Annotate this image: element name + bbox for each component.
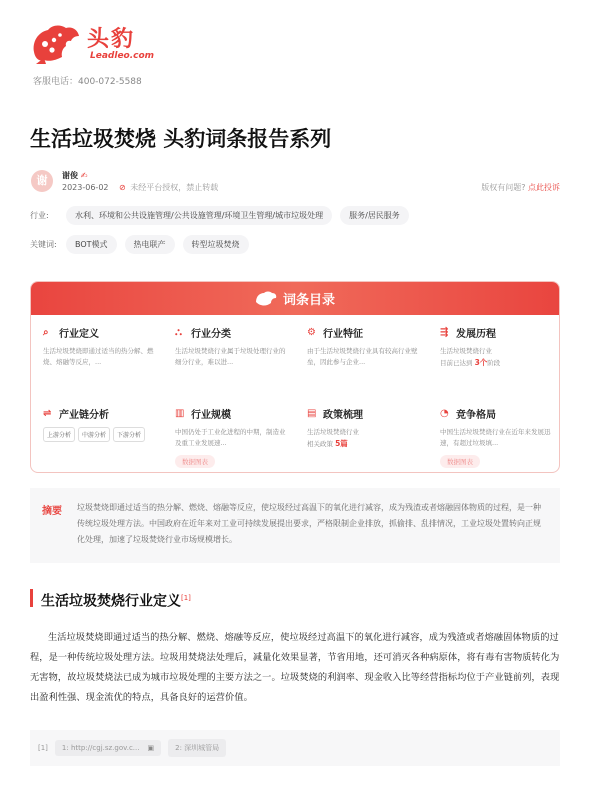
- policy-icon: ▤: [307, 408, 317, 419]
- summary-label: 摘要: [42, 506, 62, 517]
- publish-info: [62, 182, 218, 193]
- catalog-item-label: 竞争格局: [456, 410, 496, 421]
- chart-tag[interactable]: 数据图表: [175, 455, 215, 468]
- brand-name-en: Leadleo.com: [90, 51, 155, 61]
- catalog-panel: [30, 281, 560, 473]
- catalog-item-label: 行业分类: [191, 329, 231, 340]
- industry-row: [30, 206, 417, 225]
- brand-logo[interactable]: [30, 20, 155, 70]
- desc-suffix: 阶段: [487, 359, 501, 367]
- summary-box: [30, 488, 560, 563]
- desc-prefix: 生活垃圾焚烧行业: [307, 428, 359, 436]
- desc-highlight: 3个: [474, 358, 488, 367]
- catalog-item-label: 行业规模: [191, 410, 231, 421]
- brand-name-cn: 头豹: [87, 27, 136, 52]
- section-footnote[interactable]: [1]: [181, 594, 191, 602]
- features-icon: ⚙: [307, 327, 316, 338]
- copyright-report: [481, 182, 560, 193]
- classification-icon: ⛬: [175, 327, 182, 338]
- catalog-item-desc: 中国生活垃圾焚烧行业在近年来发展迅速，有超过垃圾填...: [440, 428, 551, 447]
- industry-tag[interactable]: 服务/居民服务: [340, 206, 409, 225]
- section-title: [30, 589, 191, 610]
- author-name-text: 谢俊: [62, 171, 78, 180]
- catalog-item-desc: [440, 346, 556, 369]
- catalog-item-title: [440, 406, 556, 421]
- reference-item[interactable]: [55, 740, 161, 756]
- catalog-item-scale[interactable]: [175, 406, 291, 468]
- keyword-row: [30, 235, 257, 254]
- catalog-item-label: 行业定义: [59, 329, 99, 340]
- leopard-icon: [255, 290, 277, 308]
- catalog-item-desc: [307, 427, 423, 450]
- catalog-item-title: [307, 325, 423, 340]
- desc-mid: 目前已达到: [440, 359, 473, 367]
- competition-icon: ◔: [440, 408, 449, 419]
- catalog-header: [31, 282, 559, 315]
- reference-item[interactable]: [168, 739, 226, 757]
- history-icon: ⇶: [440, 327, 449, 338]
- chain-tag[interactable]: 下游分析: [113, 427, 145, 442]
- catalog-item-policy[interactable]: [307, 406, 423, 450]
- keyword-tag[interactable]: 热电联产: [125, 235, 175, 254]
- catalog-item-label: 发展历程: [456, 329, 496, 340]
- author-badge-icon: ✍: [80, 171, 88, 180]
- image-icon: ▣: [147, 744, 155, 752]
- catalog-item-desc: 中国仍处于工业化进程的中期，制造业及重工业发展速...: [175, 428, 286, 447]
- catalog-item-competition[interactable]: [440, 406, 556, 468]
- catalog-item-title: [43, 406, 159, 421]
- forbidden-icon: ⊘: [119, 183, 126, 192]
- section-body: 生活垃圾焚烧即通过适当的热分解、燃烧、熔融等反应，使垃圾经过高温下的氧化进行减容，成为残渣或者熔融固体物质的过程，是一种传统垃圾处理方法。垃圾用焚烧法处理后，减量化效果显著，节省用地，还可消灭各种病原体，将有毒有害物质转化为无害物，故垃圾焚烧法已成为城市垃圾处理的主要方法之一。垃圾焚烧的利润率、现金收入比等经营指标均位于产业链前列，表现出盈利性强、现金流优的特点，具备良好的运营价值。: [30, 632, 560, 703]
- leopard-logo-icon: [30, 22, 82, 66]
- catalog-item-history[interactable]: [440, 325, 556, 369]
- scale-icon: ▥: [175, 408, 185, 419]
- catalog-item-title: [43, 325, 159, 340]
- catalog-item-title: [175, 406, 291, 421]
- keyword-tag[interactable]: 转型垃圾焚烧: [183, 235, 249, 254]
- chain-tag[interactable]: 上游分析: [43, 427, 75, 442]
- industry-label: 行业:: [30, 211, 49, 220]
- catalog-item-desc: 生活垃圾焚烧行业属于垃圾处理行业的细分行业，难以进...: [175, 347, 286, 366]
- catalog-item-chain[interactable]: [43, 406, 159, 442]
- authorization-notice: 未经平台授权，禁止转载: [130, 183, 219, 192]
- keyword-label: 关键词:: [30, 240, 57, 249]
- summary-text: 垃圾焚烧即通过适当的热分解、燃烧、熔融等反应，使垃圾经过高温下的氧化进行减容，成为残渣或者熔融固体物质的过程，是一种传统垃圾处理方法。中国政府在近年来对工业可持续发展提出要求，严格限制企业排放，抓偷排、乱排情况，工业垃圾处置转向正规化处理，加速了垃圾焚烧行业市场规模增长。: [77, 503, 541, 544]
- catalog-item-label: 行业特征: [323, 329, 363, 340]
- reference-text: 2: 深圳城管局: [175, 744, 220, 752]
- catalog-item-label: 政策梳理: [323, 410, 363, 421]
- catalog-item-definition[interactable]: [43, 325, 159, 368]
- report-link[interactable]: 点此投诉: [528, 183, 560, 192]
- keyword-tag[interactable]: BOT模式: [66, 235, 117, 254]
- reference-index: [1]: [38, 744, 48, 752]
- catalog-item-title: [307, 406, 423, 421]
- desc-highlight: 5篇: [335, 439, 348, 448]
- catalog-item-title: [175, 325, 291, 340]
- hotline-text: 客服电话：400-072-5588: [33, 77, 142, 87]
- catalog-item-label: 产业链分析: [59, 410, 109, 421]
- catalog-heading: 词条目录: [282, 293, 335, 308]
- chain-icon: ⇌: [43, 408, 52, 419]
- report-prefix: 版权有问题?: [481, 183, 526, 192]
- desc-mid: 相关政策: [307, 440, 333, 448]
- industry-tag[interactable]: 水利、环境和公共设施管理/公共设施管理/环境卫生管理/城市垃圾处理: [66, 206, 332, 225]
- author-name[interactable]: [62, 170, 88, 181]
- publish-date: 2023-06-02: [62, 183, 109, 192]
- section-title-text: 生活垃圾焚烧行业定义: [41, 593, 181, 610]
- reference-box: [30, 730, 560, 766]
- page-title: 生活垃圾焚烧 头豹词条报告系列: [30, 127, 332, 151]
- chain-tags: [43, 427, 159, 442]
- catalog-item-features[interactable]: [307, 325, 423, 368]
- desc-prefix: 生活垃圾焚烧行业: [440, 347, 492, 355]
- definition-icon: ⌕: [43, 327, 49, 338]
- catalog-item-desc: 生活垃圾焚烧即通过适当的热分解、燃烧、熔融等反应，...: [43, 347, 154, 366]
- chart-tag[interactable]: 数据图表: [440, 455, 480, 468]
- catalog-item-classification[interactable]: [175, 325, 291, 368]
- chain-tag[interactable]: 中游分析: [78, 427, 110, 442]
- reference-text: 1: http://cgj.sz.gov.c...: [61, 744, 140, 752]
- author-avatar: 谢: [31, 170, 53, 192]
- catalog-item-title: [440, 325, 556, 340]
- catalog-item-desc: 由于生活垃圾焚烧行业具有较高行业壁垒，因此参与企业...: [307, 347, 418, 366]
